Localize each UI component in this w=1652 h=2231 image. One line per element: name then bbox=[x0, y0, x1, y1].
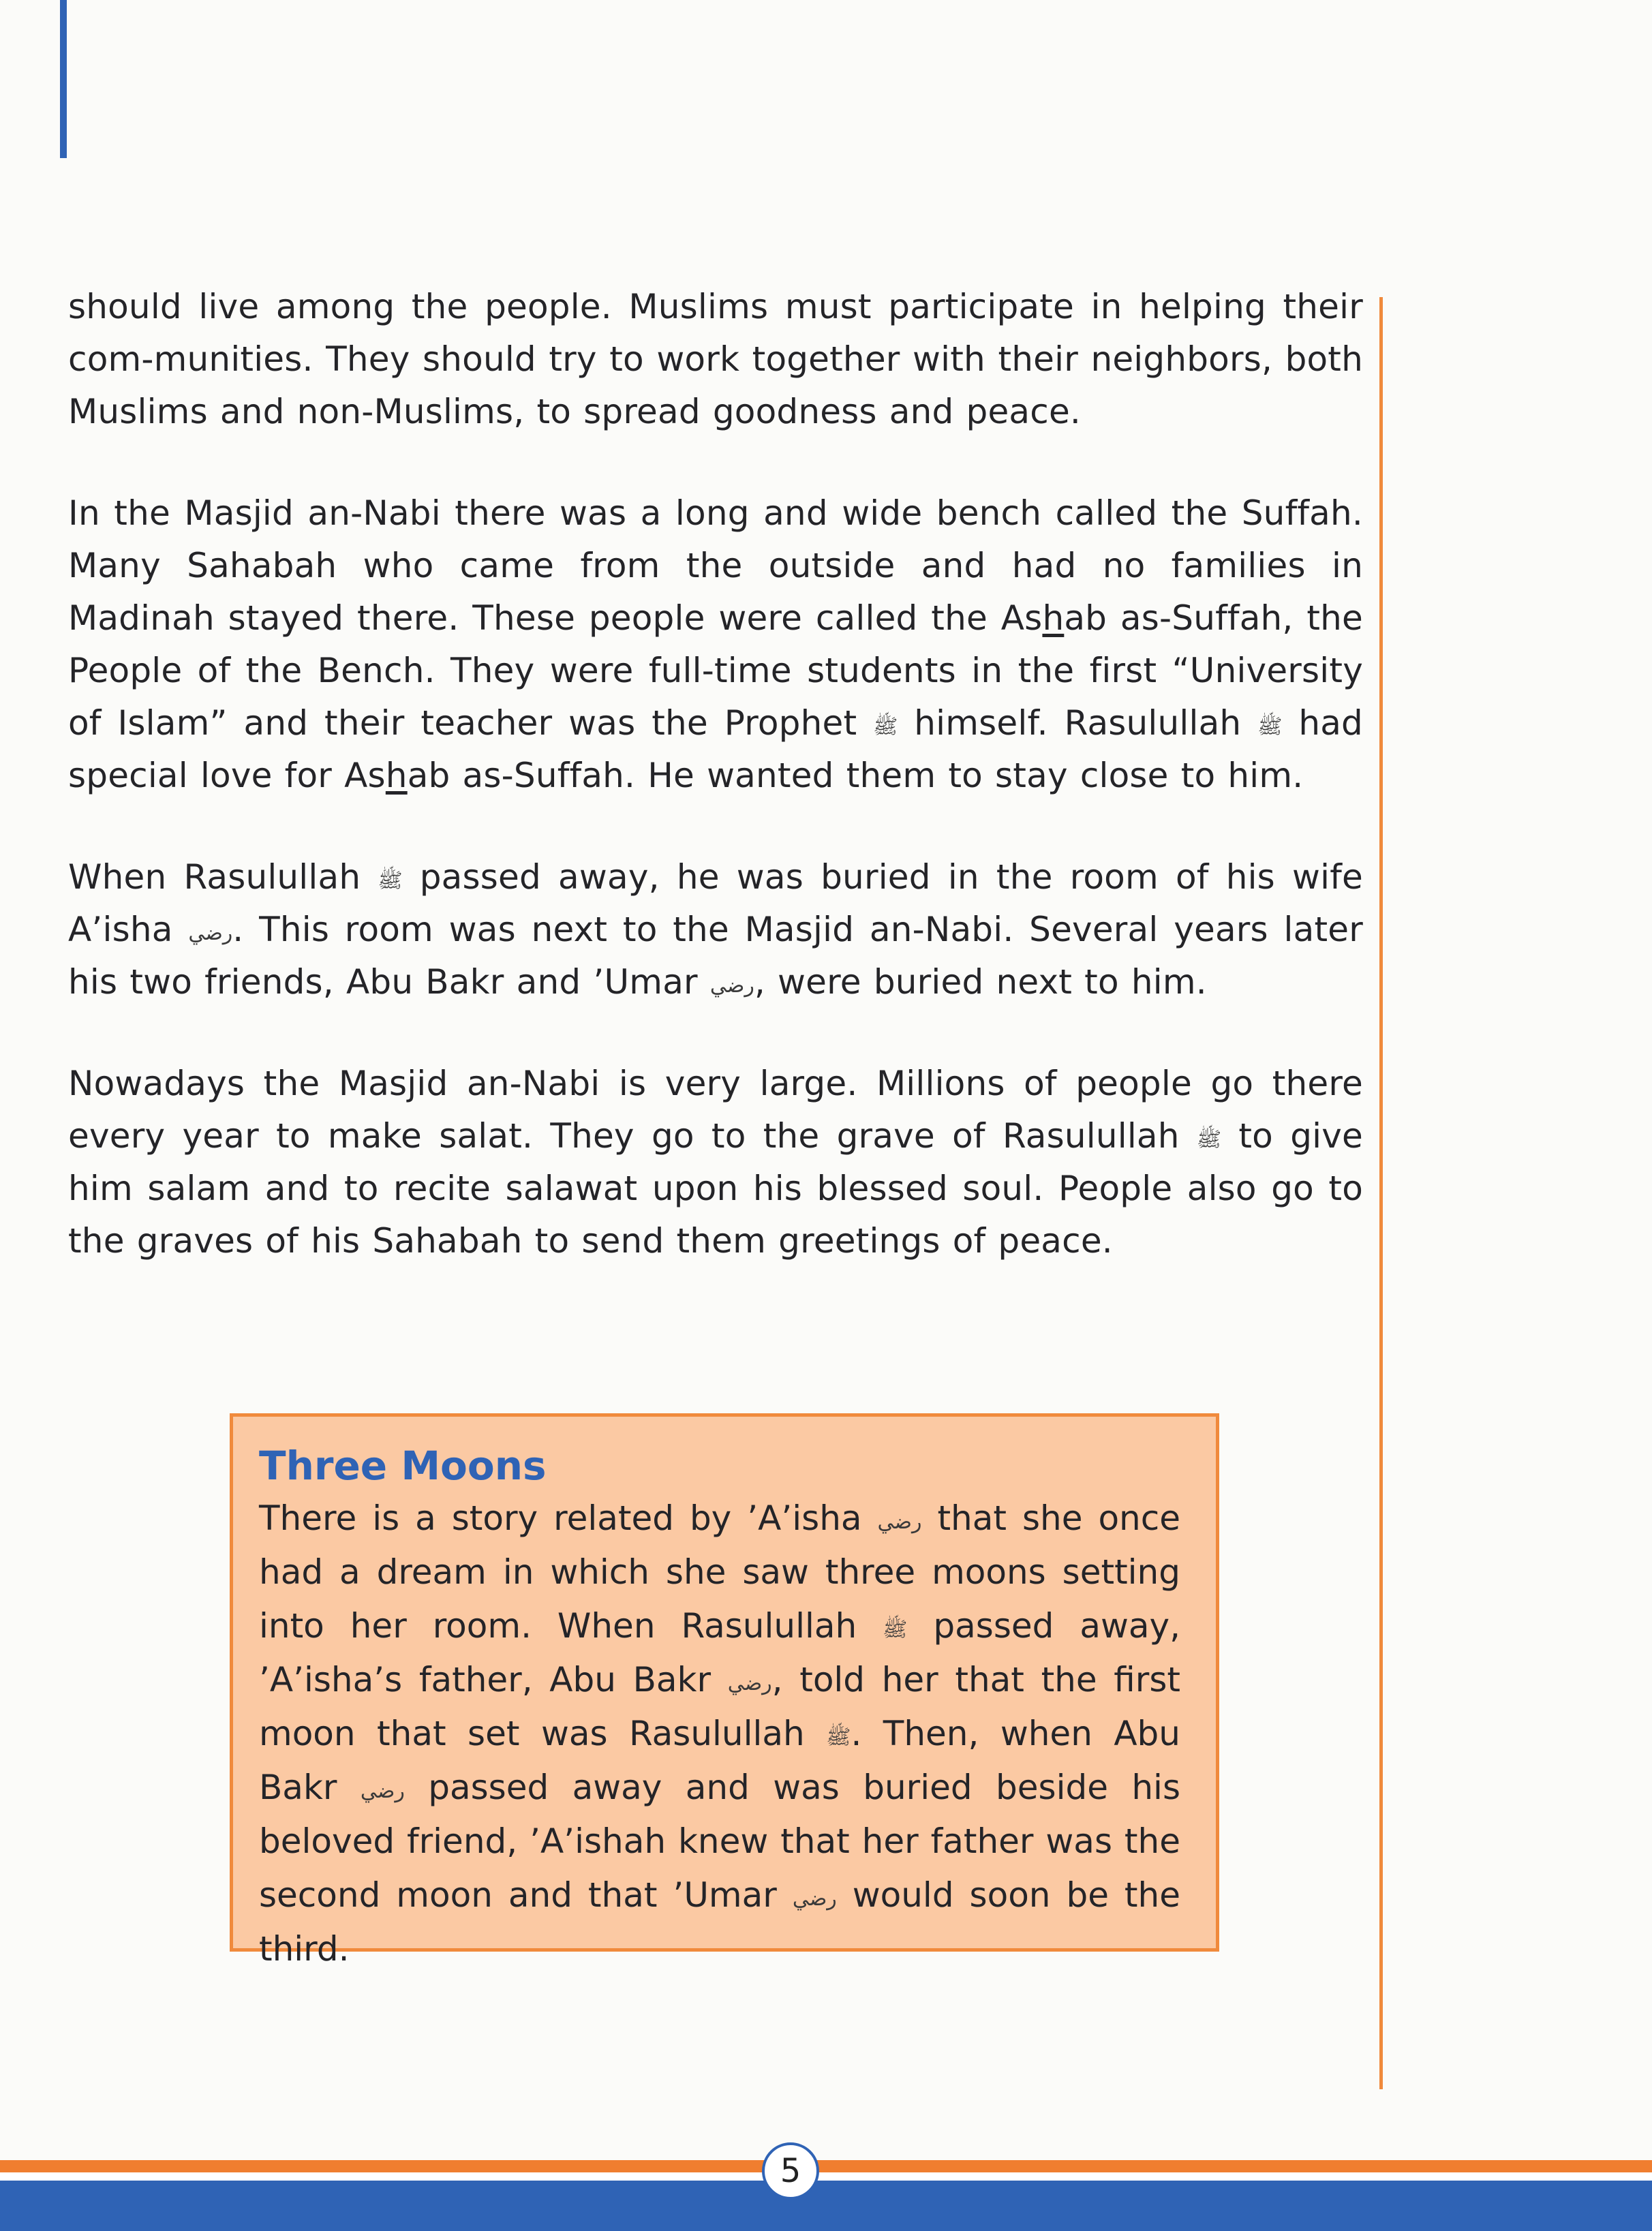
paragraph-3: When Rasulullah ﷺ passed away, he was buried in the room of his wife A’isha رضي. This room was next to the Masjid an-Nabi. Several years later his two friends, Abu Bakr and ’Umar رضي, were buried next to him. bbox=[68, 857, 1364, 1002]
prophet-honorific-icon: ﷺ bbox=[883, 1618, 908, 1642]
companion-honorific-icon: رضي bbox=[360, 1779, 405, 1803]
prophet-honorific-icon: ﷺ bbox=[1196, 1128, 1222, 1152]
paragraph-1: should live among the people. Muslims must participate in helping their com-munities. They should try to work together with their neighbors, both Muslims and non-Muslims, to spread goodness and peace. bbox=[68, 287, 1363, 431]
underlined-letter: h bbox=[1042, 598, 1065, 638]
prophet-honorific-icon: ﷺ bbox=[1257, 715, 1283, 739]
page-number: 5 bbox=[762, 2142, 819, 2200]
main-text-column bbox=[68, 281, 1363, 1317]
box-text: There is a story related by ’A’isha رضي that she once had a dream in which she saw three moons setting into her room. When Rasulullah ﷺ passed away, ’A’isha’s father, Abu Bakr رضي, told her that the first moon that set was Rasulullah ﷺ. Then, when Abu Bakr رضي passed away and was buried beside his beloved friend, ’A’ishah knew that her father was the second moon and that ’Umar رضي would soon be the third. bbox=[259, 1498, 1180, 1969]
companion-honorific-icon: رضي bbox=[877, 1510, 922, 1534]
footer-gap bbox=[0, 2172, 1652, 2181]
paragraph-2: In the Masjid an-Nabi there was a long and wide bench called the Suffah. Many Sahabah who came from the outside and had no families in Madinah stayed there. These people were called the Ashab as-Suffah, the People of the Bench. They were full-time students in the first “University of Islam” and their teacher was the Prophet ﷺ himself. Rasulullah ﷺ had special love for Ashab as-Suffah. He wanted them to stay close to him. bbox=[68, 493, 1363, 795]
footer-orange-band bbox=[0, 2160, 1652, 2172]
box-title: Three Moons bbox=[259, 1443, 547, 1489]
three-moons-box bbox=[230, 1413, 1219, 1969]
paragraph-4: Nowadays the Masjid an-Nabi is very large. Millions of people go there every year to make salat. They go to the grave of Rasulullah ﷺ to give him salam and to recite salawat upon his blessed soul. People also go to the graves of his Sahabah to send them greetings of peace. bbox=[68, 1064, 1363, 1261]
top-blue-accent-bar bbox=[60, 0, 67, 158]
prophet-honorific-icon: ﷺ bbox=[826, 1725, 851, 1749]
footer-blue-band bbox=[0, 2181, 1652, 2231]
companion-honorific-icon: رضي bbox=[709, 974, 754, 998]
underlined-letter: h bbox=[385, 756, 408, 795]
companion-honorific-icon: رضي bbox=[727, 1672, 772, 1695]
right-orange-rule bbox=[1379, 297, 1383, 2089]
companion-honorific-icon: رضي bbox=[188, 921, 233, 945]
companion-honorific-icon: رضي bbox=[792, 1887, 837, 1911]
prophet-honorific-icon: ﷺ bbox=[378, 869, 403, 893]
prophet-honorific-icon: ﷺ bbox=[873, 715, 898, 739]
